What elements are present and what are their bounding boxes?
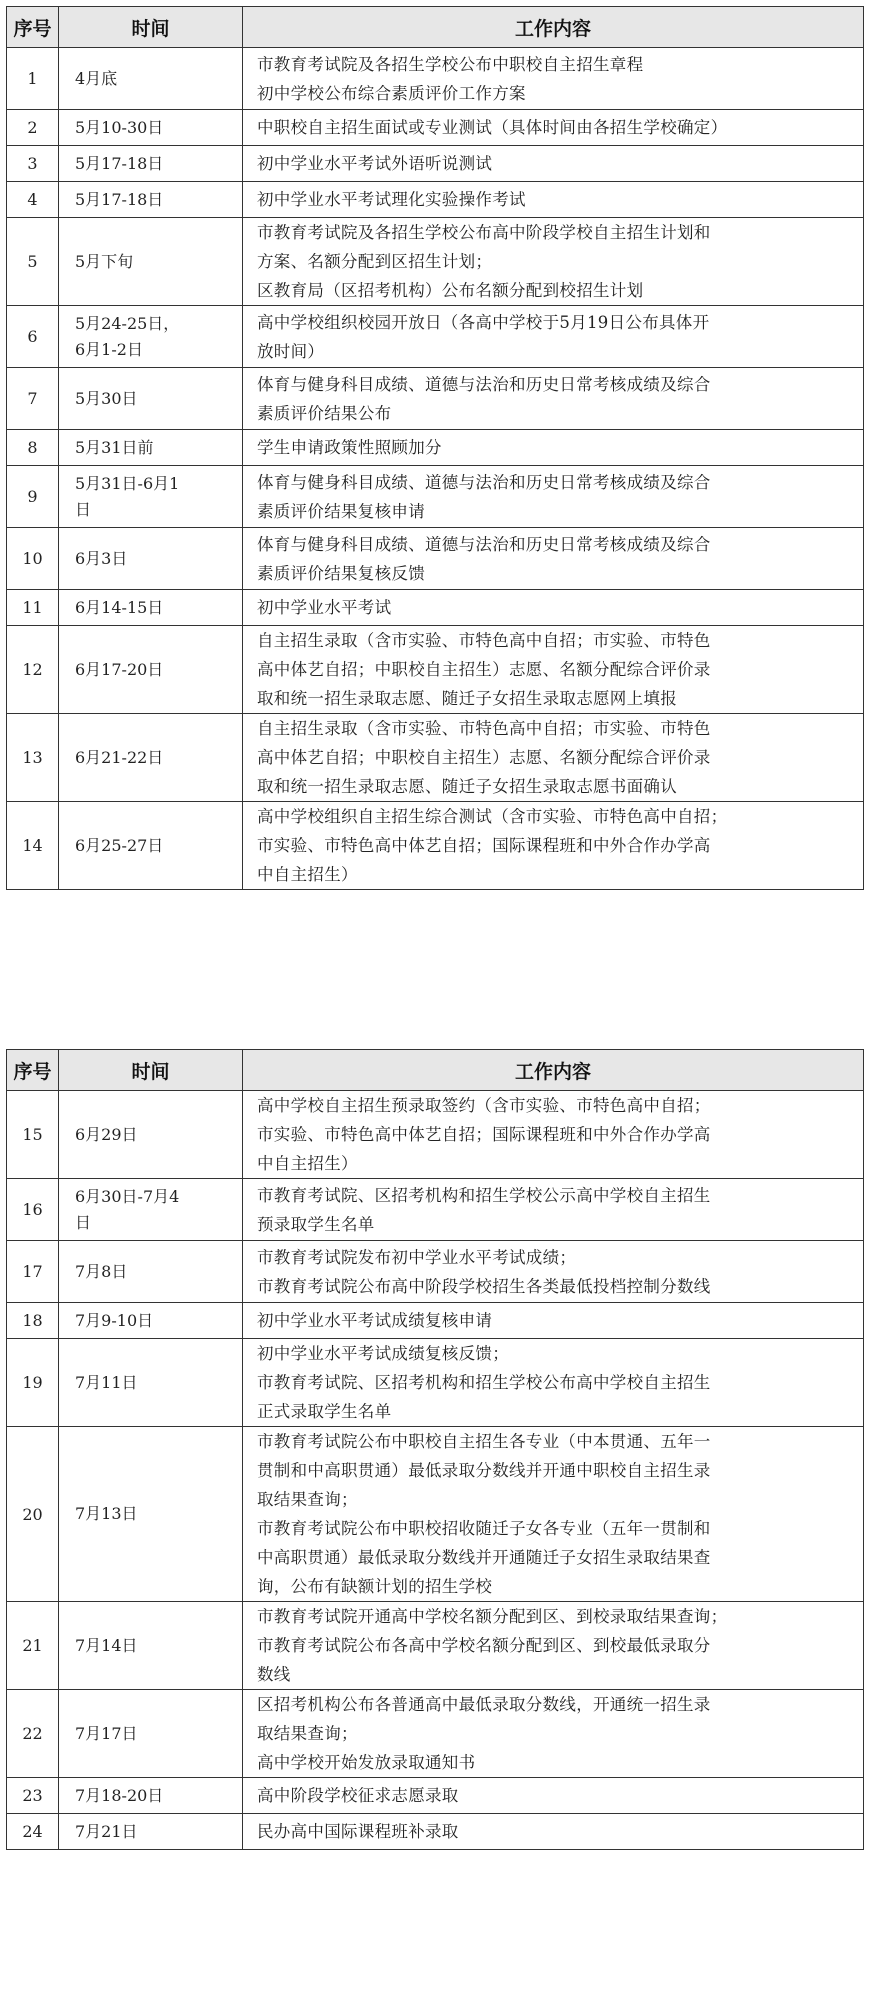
row-number: 3 bbox=[7, 146, 59, 182]
row-time bbox=[59, 1602, 243, 1690]
row-content bbox=[243, 368, 864, 430]
row-number: 14 bbox=[7, 802, 59, 890]
row-number: 1 bbox=[7, 48, 59, 110]
time-line: 5月31日-6月1 bbox=[75, 473, 180, 493]
time-line: 5月30日 bbox=[75, 388, 138, 408]
row-number: 6 bbox=[7, 306, 59, 368]
row-time bbox=[59, 1091, 243, 1179]
content-line: 初中学业水平考试外语听说测试 bbox=[257, 154, 493, 173]
content-line: 高中学校自主招生预录取签约（含市实验、市特色高中自招； bbox=[257, 1096, 711, 1115]
row-content bbox=[243, 802, 864, 890]
row-number: 18 bbox=[7, 1303, 59, 1339]
table-row bbox=[7, 1602, 864, 1690]
table-row bbox=[7, 430, 864, 466]
time-line: 6月30日-7月4 bbox=[75, 1186, 180, 1206]
row-time bbox=[59, 1427, 243, 1602]
content-line: 初中学业水平考试理化实验操作考试 bbox=[257, 190, 526, 209]
content-line: 中职校自主招生面试或专业测试（具体时间由各招生学校确定） bbox=[257, 118, 728, 137]
table-row bbox=[7, 466, 864, 528]
table-row bbox=[7, 1814, 864, 1850]
time-line: 6月21-22日 bbox=[75, 747, 164, 767]
content-line: 自主招生录取（含市实验、市特色高中自招；市实验、市特色 bbox=[257, 719, 711, 738]
content-line: 区教育局（区招考机构）公布名额分配到校招生计划 bbox=[257, 281, 644, 300]
header-row bbox=[7, 1050, 864, 1091]
row-number: 16 bbox=[7, 1179, 59, 1241]
row-number: 20 bbox=[7, 1427, 59, 1602]
content-line: 数线 bbox=[257, 1665, 291, 1684]
table-row bbox=[7, 110, 864, 146]
time-line: 5月17-18日 bbox=[75, 153, 164, 173]
row-content bbox=[243, 626, 864, 714]
content-line: 中高职贯通）最低录取分数线并开通随迁子女招生录取结果查 bbox=[257, 1548, 711, 1567]
table-row bbox=[7, 590, 864, 626]
table-row bbox=[7, 1241, 864, 1303]
row-number: 23 bbox=[7, 1778, 59, 1814]
content-line: 中自主招生） bbox=[257, 1154, 358, 1173]
row-content bbox=[243, 218, 864, 306]
content-line: 自主招生录取（含市实验、市特色高中自招；市实验、市特色 bbox=[257, 631, 711, 650]
content-line: 预录取学生名单 bbox=[257, 1214, 375, 1234]
table-row bbox=[7, 48, 864, 110]
row-content bbox=[243, 430, 864, 466]
row-content bbox=[243, 182, 864, 218]
row-time bbox=[59, 1814, 243, 1850]
row-time bbox=[59, 528, 243, 590]
header-no: 序号 bbox=[7, 1050, 59, 1091]
row-time bbox=[59, 368, 243, 430]
time-line: 6月14-15日 bbox=[75, 597, 164, 617]
row-content bbox=[243, 1091, 864, 1179]
content-line: 方案、名额分配到区招生计划； bbox=[257, 252, 493, 271]
table-row bbox=[7, 1690, 864, 1778]
time-line: 日 bbox=[75, 1212, 92, 1232]
content-line: 素质评价结果复核反馈 bbox=[257, 563, 425, 583]
row-time bbox=[59, 1690, 243, 1778]
row-number: 9 bbox=[7, 466, 59, 528]
row-time bbox=[59, 466, 243, 528]
content-line: 放时间） bbox=[257, 341, 325, 361]
content-line: 区招考机构公布各普通高中最低录取分数线，开通统一招生录 bbox=[257, 1695, 711, 1714]
row-content bbox=[243, 1602, 864, 1690]
row-time bbox=[59, 1303, 243, 1339]
time-line: 4月底 bbox=[75, 68, 118, 88]
content-line: 市实验、市特色高中体艺自招；国际课程班和中外合作办学高 bbox=[257, 836, 711, 855]
row-number: 19 bbox=[7, 1339, 59, 1427]
row-time bbox=[59, 306, 243, 368]
content-line: 取结果查询； bbox=[257, 1724, 358, 1743]
content-line: 取和统一招生录取志愿、随迁子女招生录取志愿书面确认 bbox=[257, 777, 677, 796]
row-time bbox=[59, 48, 243, 110]
row-content bbox=[243, 110, 864, 146]
time-line: 7月9-10日 bbox=[75, 1310, 154, 1330]
time-line: 6月29日 bbox=[75, 1124, 138, 1144]
content-line: 市教育考试院公布中职校自主招生各专业（中本贯通、五年一 bbox=[257, 1432, 711, 1451]
content-line: 初中学校公布综合素质评价工作方案 bbox=[257, 83, 526, 103]
time-line: 日 bbox=[75, 499, 92, 519]
row-number: 2 bbox=[7, 110, 59, 146]
content-line: 市教育考试院及各招生学校公布高中阶段学校自主招生计划和 bbox=[257, 223, 711, 242]
content-line: 市教育考试院、区招考机构和招生学校公布高中学校自主招生 bbox=[257, 1373, 711, 1392]
row-time bbox=[59, 590, 243, 626]
table-row bbox=[7, 218, 864, 306]
time-line: 6月3日 bbox=[75, 548, 128, 568]
row-content bbox=[243, 48, 864, 110]
header-content: 工作内容 bbox=[243, 1050, 864, 1091]
table-row bbox=[7, 714, 864, 802]
table-row bbox=[7, 626, 864, 714]
schedule-table-part-1 bbox=[6, 6, 864, 890]
content-line: 高中阶段学校征求志愿录取 bbox=[257, 1786, 459, 1805]
row-content bbox=[243, 1814, 864, 1850]
content-line: 体育与健身科目成绩、道德与法治和历史日常考核成绩及综合 bbox=[257, 374, 711, 394]
content-line: 高中学校组织校园开放日（各高中学校于5月19日公布具体开 bbox=[257, 312, 710, 332]
content-line: 学生申请政策性照顾加分 bbox=[257, 438, 442, 457]
content-line: 市教育考试院发布初中学业水平考试成绩； bbox=[257, 1247, 577, 1267]
time-line: 7月8日 bbox=[75, 1261, 128, 1281]
row-number: 13 bbox=[7, 714, 59, 802]
time-line: 7月17日 bbox=[75, 1723, 138, 1743]
header-time: 时间 bbox=[59, 7, 243, 48]
time-line: 6月1-2日 bbox=[75, 339, 143, 359]
row-time bbox=[59, 218, 243, 306]
content-line: 体育与健身科目成绩、道德与法治和历史日常考核成绩及综合 bbox=[257, 472, 711, 492]
row-time bbox=[59, 146, 243, 182]
table-row bbox=[7, 528, 864, 590]
row-content bbox=[243, 1778, 864, 1814]
row-content bbox=[243, 146, 864, 182]
content-line: 初中学业水平考试成绩复核反馈； bbox=[257, 1344, 509, 1363]
row-number: 11 bbox=[7, 590, 59, 626]
row-time bbox=[59, 430, 243, 466]
row-number: 7 bbox=[7, 368, 59, 430]
row-content bbox=[243, 1690, 864, 1778]
table-gap bbox=[0, 1038, 869, 1048]
content-line: 市教育考试院公布各高中学校名额分配到区、到校最低录取分 bbox=[257, 1636, 711, 1655]
time-line: 5月下旬 bbox=[75, 251, 134, 271]
content-line: 民办高中国际课程班补录取 bbox=[257, 1822, 459, 1841]
content-line: 初中学业水平考试成绩复核申请 bbox=[257, 1311, 493, 1330]
table-row bbox=[7, 146, 864, 182]
time-line: 5月31日前 bbox=[75, 437, 154, 457]
table-row bbox=[7, 1091, 864, 1179]
row-content bbox=[243, 306, 864, 368]
header-no: 序号 bbox=[7, 7, 59, 48]
row-time bbox=[59, 182, 243, 218]
row-content bbox=[243, 1427, 864, 1602]
time-line: 7月18-20日 bbox=[75, 1785, 164, 1805]
row-time bbox=[59, 1241, 243, 1303]
time-line: 5月24-25日， bbox=[75, 313, 180, 333]
content-line: 市教育考试院及各招生学校公布中职校自主招生章程 bbox=[257, 54, 644, 74]
schedule-table-part-2 bbox=[6, 1049, 864, 1850]
row-number: 24 bbox=[7, 1814, 59, 1850]
row-number: 12 bbox=[7, 626, 59, 714]
content-line: 市实验、市特色高中体艺自招；国际课程班和中外合作办学高 bbox=[257, 1125, 711, 1144]
header-time: 时间 bbox=[59, 1050, 243, 1091]
time-line: 5月17-18日 bbox=[75, 189, 164, 209]
row-time bbox=[59, 626, 243, 714]
row-content bbox=[243, 528, 864, 590]
content-line: 初中学业水平考试 bbox=[257, 598, 392, 617]
table-row bbox=[7, 182, 864, 218]
content-line: 取和统一招生录取志愿、随迁子女招生录取志愿网上填报 bbox=[257, 689, 677, 708]
row-time bbox=[59, 1339, 243, 1427]
row-time bbox=[59, 1179, 243, 1241]
table-row bbox=[7, 1778, 864, 1814]
content-line: 素质评价结果复核申请 bbox=[257, 501, 425, 521]
content-line: 正式录取学生名单 bbox=[257, 1402, 392, 1421]
table-row bbox=[7, 802, 864, 890]
content-line: 市教育考试院开通高中学校名额分配到区、到校录取结果查询； bbox=[257, 1607, 728, 1626]
time-line: 6月25-27日 bbox=[75, 835, 164, 855]
content-line: 高中学校组织自主招生综合测试（含市实验、市特色高中自招； bbox=[257, 807, 728, 826]
table-row bbox=[7, 1303, 864, 1339]
row-number: 22 bbox=[7, 1690, 59, 1778]
row-content bbox=[243, 1303, 864, 1339]
row-content bbox=[243, 1179, 864, 1241]
content-line: 高中学校开始发放录取通知书 bbox=[257, 1753, 476, 1772]
table-row bbox=[7, 1427, 864, 1602]
row-content bbox=[243, 466, 864, 528]
time-line: 7月21日 bbox=[75, 1821, 138, 1841]
header-row bbox=[7, 7, 864, 48]
content-line: 素质评价结果公布 bbox=[257, 403, 392, 423]
table-row bbox=[7, 306, 864, 368]
time-line: 7月11日 bbox=[75, 1372, 138, 1392]
row-number: 21 bbox=[7, 1602, 59, 1690]
content-line: 贯制和中高职贯通）最低录取分数线并开通中职校自主招生录 bbox=[257, 1461, 711, 1480]
time-line: 6月17-20日 bbox=[75, 659, 164, 679]
content-line: 市教育考试院公布中职校招收随迁子女各专业（五年一贯制和 bbox=[257, 1519, 711, 1538]
table-row bbox=[7, 1339, 864, 1427]
time-line: 7月13日 bbox=[75, 1504, 138, 1523]
row-content bbox=[243, 1339, 864, 1427]
row-time bbox=[59, 714, 243, 802]
row-time bbox=[59, 802, 243, 890]
row-number: 17 bbox=[7, 1241, 59, 1303]
content-line: 询，公布有缺额计划的招生学校 bbox=[257, 1577, 493, 1596]
row-number: 4 bbox=[7, 182, 59, 218]
row-time bbox=[59, 1778, 243, 1814]
table-row bbox=[7, 368, 864, 430]
row-content bbox=[243, 714, 864, 802]
content-line: 市教育考试院、区招考机构和招生学校公示高中学校自主招生 bbox=[257, 1185, 711, 1205]
row-number: 8 bbox=[7, 430, 59, 466]
time-line: 5月10-30日 bbox=[75, 117, 164, 137]
content-line: 市教育考试院公布高中阶段学校招生各类最低投档控制分数线 bbox=[257, 1276, 711, 1296]
row-number: 10 bbox=[7, 528, 59, 590]
content-line: 体育与健身科目成绩、道德与法治和历史日常考核成绩及综合 bbox=[257, 534, 711, 554]
content-line: 高中体艺自招；中职校自主招生）志愿、名额分配综合评价录 bbox=[257, 748, 711, 767]
content-line: 取结果查询； bbox=[257, 1490, 358, 1509]
row-content bbox=[243, 1241, 864, 1303]
content-line: 高中体艺自招；中职校自主招生）志愿、名额分配综合评价录 bbox=[257, 660, 711, 679]
row-content bbox=[243, 590, 864, 626]
row-number: 5 bbox=[7, 218, 59, 306]
header-content: 工作内容 bbox=[243, 7, 864, 48]
row-time bbox=[59, 110, 243, 146]
content-line: 中自主招生） bbox=[257, 865, 358, 884]
time-line: 7月14日 bbox=[75, 1635, 138, 1655]
row-number: 15 bbox=[7, 1091, 59, 1179]
table-row bbox=[7, 1179, 864, 1241]
